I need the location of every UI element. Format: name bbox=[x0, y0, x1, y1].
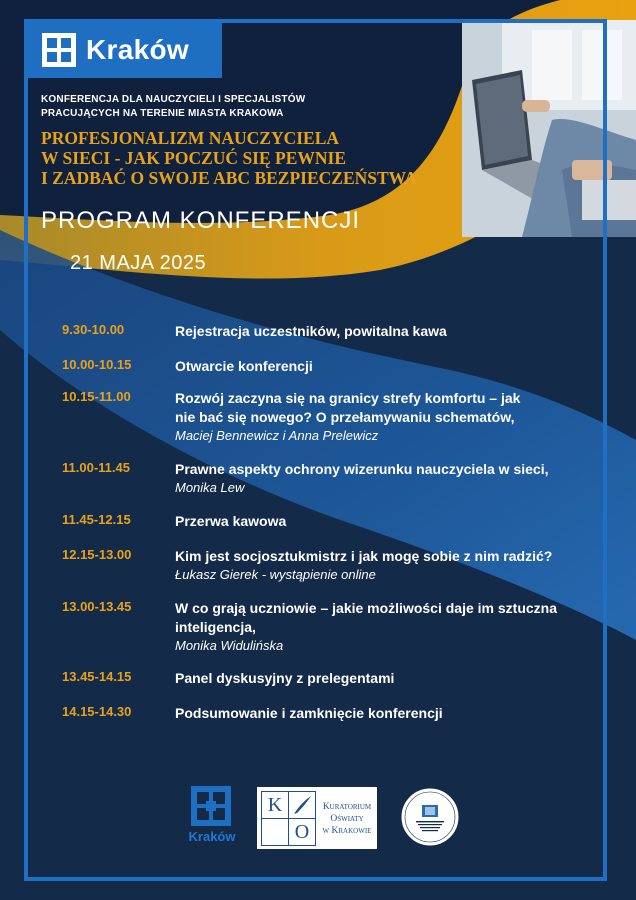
agenda-time: 9.30-10.00 bbox=[62, 322, 125, 337]
kuratorium-name-line: Oświaty bbox=[330, 814, 364, 824]
agenda-speaker: Monika Lew bbox=[175, 480, 245, 495]
agenda-title: Przerwa kawowa bbox=[175, 513, 287, 529]
krakow-logo-icon bbox=[42, 33, 76, 67]
conference-headline bbox=[41, 128, 461, 188]
subtitle-line: PRACUJĄCYCH NA TERENIE MIASTA KRAKOWA bbox=[41, 108, 284, 119]
agenda-speaker: Maciej Bennewicz i Anna Prelewicz bbox=[175, 428, 379, 443]
kuratorium-name-line: w Krakowie bbox=[322, 826, 372, 836]
agenda-time: 10.00-10.15 bbox=[62, 357, 132, 372]
kuratorium-blank-cell bbox=[261, 818, 289, 846]
agenda-title: inteligencja, bbox=[175, 619, 256, 635]
program-title: PROGRAM KONFERENCJI bbox=[41, 207, 361, 234]
conference-subtitle bbox=[41, 93, 341, 121]
headline-line: W SIECI - JAK POCZUĆ SIĘ PEWNIE bbox=[41, 148, 347, 168]
headline-line: I ZADBAĆ O SWOJE ABC BEZPIECZEŃSTWA bbox=[41, 168, 417, 188]
agenda-title: Otwarcie konferencji bbox=[175, 358, 313, 374]
agenda-title: Kim jest socjosztukmistrz i jak mogę sobie z nim radzić? bbox=[175, 548, 553, 564]
agenda-time: 12.15-13.00 bbox=[62, 547, 132, 562]
kuratorium-name-line: Kuratorium bbox=[322, 802, 372, 812]
agenda-time: 13.45-14.15 bbox=[62, 669, 132, 684]
agenda-title: Podsumowanie i zamknięcie konferencji bbox=[175, 705, 443, 721]
agenda-speaker: Monika Widulińska bbox=[175, 638, 284, 653]
agenda-time: 10.15-11.00 bbox=[62, 389, 131, 404]
footer-krakow-logo bbox=[186, 786, 238, 844]
agenda-time: 14.15-14.30 bbox=[62, 704, 132, 719]
krakow-crest-icon bbox=[191, 786, 231, 826]
agenda-title: Rozwój zaczyna się na granicy strefy komfortu – jak bbox=[175, 390, 521, 406]
kuratorium-letter-k: K bbox=[261, 791, 289, 819]
agenda-title: Rejestracja uczestników, powitalna kawa bbox=[175, 323, 447, 339]
krakow-logo bbox=[28, 22, 222, 78]
quill-icon bbox=[288, 791, 316, 819]
agenda-title: Prawne aspekty ochrony wizerunku nauczyciela w sieci, bbox=[175, 461, 549, 477]
agenda-title: W co grają uczniowie – jakie możliwości daje im sztuczna bbox=[175, 600, 557, 616]
subtitle-line: KONFERENCJA DLA NAUCZYCIELI I SPECJALISTÓW bbox=[41, 94, 306, 105]
agenda-time: 13.00-13.45 bbox=[62, 599, 132, 614]
kuratorium-name bbox=[317, 801, 377, 837]
kuratorium-logo bbox=[257, 787, 377, 849]
partner-seal-icon bbox=[400, 787, 460, 847]
agenda-time: 11.00-11.45 bbox=[62, 460, 130, 475]
kuratorium-letter-o: O bbox=[288, 818, 316, 846]
agenda-time: 11.45-12.15 bbox=[62, 512, 131, 527]
agenda-speaker: Łukasz Gierek - wystąpienie online bbox=[175, 567, 376, 582]
agenda-title: nie bać się nowego? O przełamywaniu schematów, bbox=[175, 409, 515, 425]
headline-line: PROFESJONALIZM NAUCZYCIELA bbox=[41, 128, 340, 148]
conference-date: 21 MAJA 2025 bbox=[70, 252, 207, 274]
partner-seal-logo bbox=[400, 787, 460, 847]
footer-krakow-label: Kraków bbox=[188, 829, 236, 844]
logo-text: Kraków bbox=[86, 34, 189, 65]
agenda-title: Panel dyskusyjny z prelegentami bbox=[175, 670, 395, 686]
